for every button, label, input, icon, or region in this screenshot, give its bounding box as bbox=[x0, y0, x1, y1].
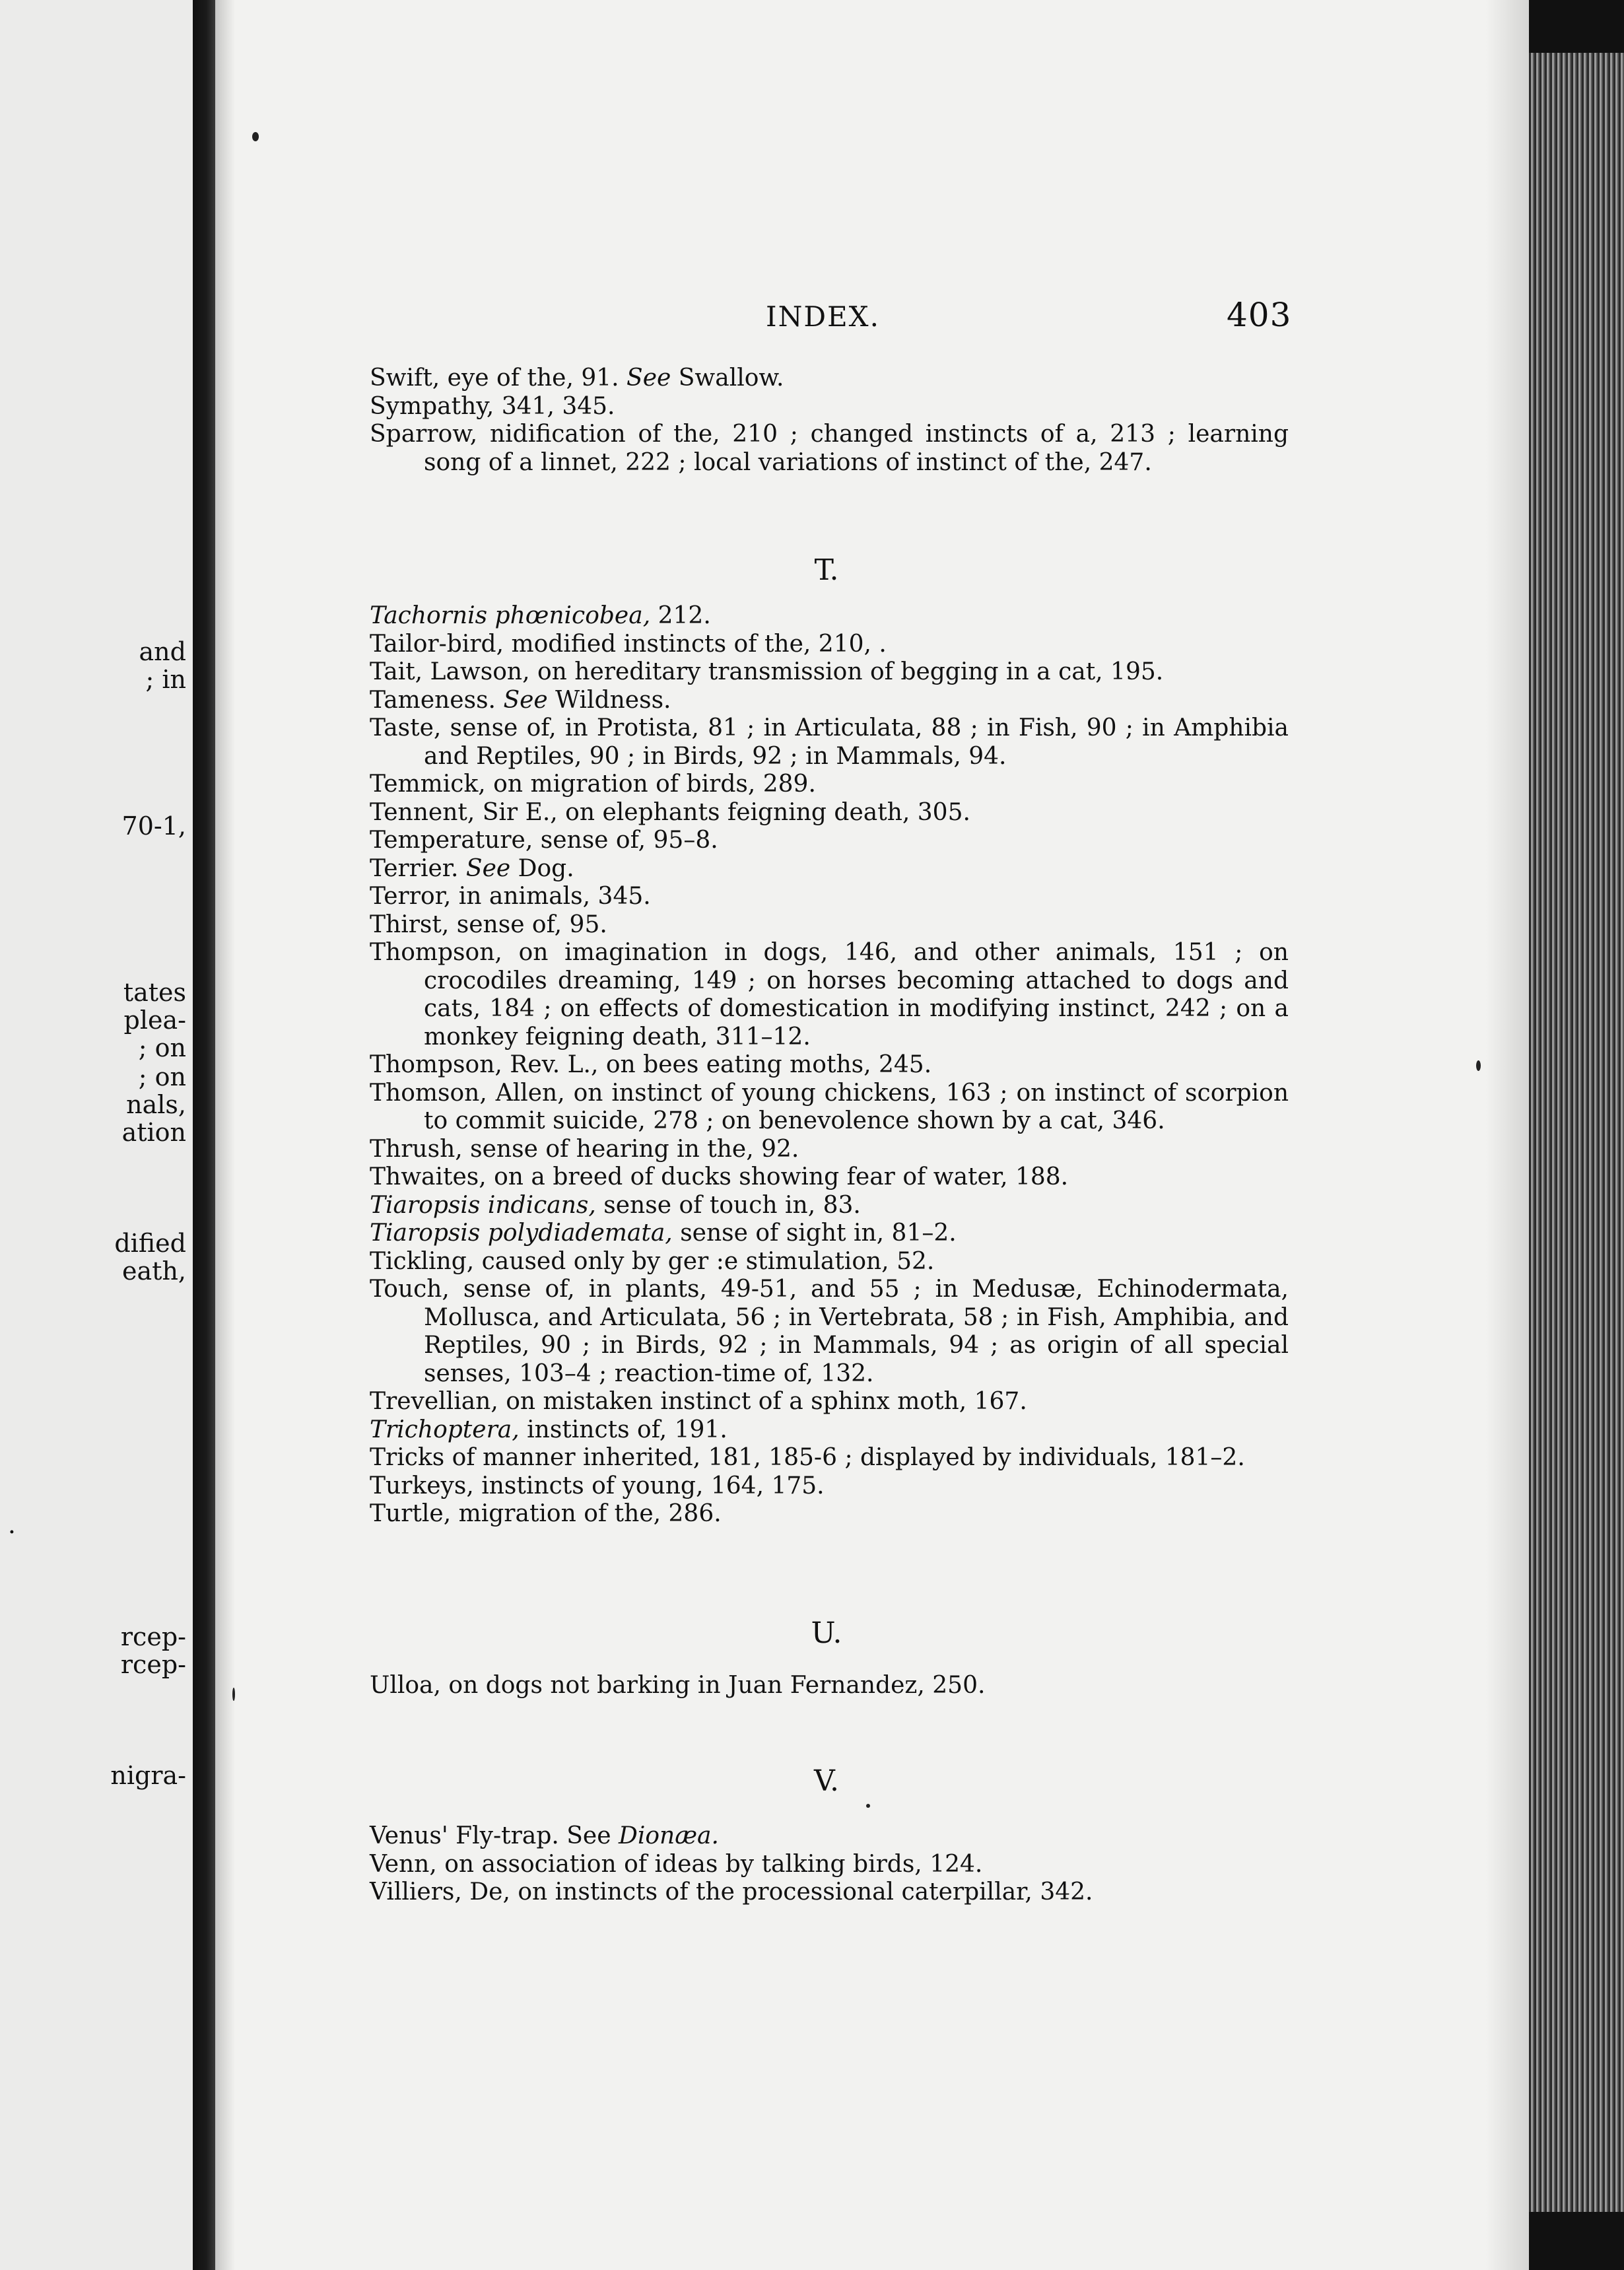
index-entry: Temmick, on migration of birds, 289. bbox=[370, 771, 816, 798]
index-entry: Terror, in animals, 345. bbox=[370, 883, 651, 910]
gutter-shadow bbox=[215, 0, 235, 2270]
book-gutter bbox=[193, 0, 215, 2270]
index-entry: Turkeys, instincts of young, 164, 175. bbox=[370, 1472, 825, 1499]
index-entry: Swift, eye of the, 91. See Swallow. bbox=[370, 364, 784, 392]
running-head-title: INDEX. bbox=[766, 300, 880, 333]
prev-page-fragment: rcep- bbox=[120, 1650, 186, 1679]
index-entry: Thwaites, on a breed of ducks showing fear of water, 188. bbox=[370, 1163, 1069, 1190]
prev-page-fragment: ; in bbox=[145, 665, 186, 694]
page-stack-edges bbox=[1529, 0, 1624, 2270]
index-section-s-continued bbox=[370, 364, 1289, 477]
paper-speck bbox=[232, 1688, 235, 1701]
index-entry: Thrush, sense of hearing in the, 92. bbox=[370, 1135, 799, 1163]
prev-page-fragment: and bbox=[139, 637, 186, 666]
prev-page-fragment: ; on bbox=[138, 1062, 186, 1091]
section-letter-v: V. bbox=[813, 1764, 840, 1798]
paper-speck bbox=[1476, 1060, 1481, 1071]
section-letter-u: U. bbox=[811, 1616, 842, 1650]
index-entry: Venn, on association of ideas by talking birds, 124. bbox=[370, 1850, 983, 1878]
index-entry: Trichoptera, instincts of, 191. bbox=[370, 1416, 727, 1443]
prev-page-fragment: eath, bbox=[122, 1256, 186, 1286]
prev-page-fragment: ation bbox=[121, 1118, 186, 1147]
paper-speck bbox=[252, 132, 259, 141]
previous-page-edge bbox=[0, 0, 193, 2270]
index-entry: Terrier. See Dog. bbox=[370, 854, 574, 882]
index-entry: Villiers, De, on instincts of the processional caterpillar, 342. bbox=[370, 1878, 1093, 1906]
index-entry: Trevellian, on mistaken instinct of a sphinx moth, 167. bbox=[370, 1388, 1027, 1415]
index-entry: Temperature, sense of, 95–8. bbox=[370, 827, 718, 854]
index-entry: Tiaropsis polydiademata, sense of sight in, 81–2. bbox=[370, 1220, 957, 1247]
index-entry: Turtle, migration of the, 286. bbox=[370, 1500, 722, 1527]
index-entry: Touch, sense of, in plants, 49-51, and 55 ; in Medusæ, Echinodermata, Mollusca, and Articulata, 56 ; in Vertebrata, 58 ; in Fish, Amphibia, and Reptiles, 90 ; in Birds, 92 ; in Mammals, 94 ; as origin of all special senses, 103–4 ; reaction-time of, 132. bbox=[370, 1276, 1289, 1387]
prev-page-fragment: tates bbox=[123, 978, 186, 1007]
index-entry: Thomson, Allen, on instinct of young chickens, 163 ; on instinct of scorpion to commit suicide, 278 ; on benevolence shown by a cat, 346. bbox=[370, 1079, 1289, 1134]
index-section-v bbox=[370, 1822, 1289, 1907]
prev-page-fragment: rcep- bbox=[120, 1622, 186, 1651]
index-entry: Tait, Lawson, on hereditary transmission of begging in a cat, 195. bbox=[370, 658, 1164, 685]
index-entry: Sparrow, nidification of the, 210 ; changed instincts of a, 213 ; learning song of a linnet, 222 ; local variations of instinct of the, 247. bbox=[370, 421, 1289, 476]
prev-page-fragment: nigra- bbox=[110, 1761, 186, 1790]
section-letter-t: T. bbox=[814, 553, 839, 587]
index-section-t bbox=[370, 602, 1289, 1529]
index-entry: Sympathy, 341, 345. bbox=[370, 392, 615, 420]
index-entry: Venus' Fly-trap. See Dionæa. bbox=[370, 1822, 719, 1849]
index-entry: Tiaropsis indicans, sense of touch in, 83. bbox=[370, 1191, 861, 1219]
index-entry: Tickling, caused only by ger :e stimulation, 52. bbox=[370, 1247, 935, 1275]
index-entry: Tameness. See Wildness. bbox=[370, 686, 671, 714]
page-stack-top bbox=[1529, 0, 1624, 53]
prev-page-fragment: dified bbox=[114, 1229, 186, 1258]
index-entry: Tennent, Sir E., on elephants feigning death, 305. bbox=[370, 798, 970, 826]
page-number: 403 bbox=[1227, 296, 1292, 334]
paper-speck bbox=[866, 1804, 870, 1808]
index-entry: Ulloa, on dogs not barking in Juan Fernandez, 250. bbox=[370, 1672, 986, 1699]
index-entry: Tachornis phœnicobea, 212. bbox=[370, 602, 711, 629]
index-entry: Thompson, on imagination in dogs, 146, and other animals, 151 ; on crocodiles dreaming, 149 ; on horses becoming attached to dogs and cats, 184 ; on effects of domestication in modifying instinct, 242 ; on a monkey feigning death, 311–12. bbox=[370, 939, 1289, 1050]
prev-page-fragment: . bbox=[7, 1510, 16, 1539]
index-entry: Thirst, sense of, 95. bbox=[370, 911, 607, 938]
prev-page-fragment: 70-1, bbox=[121, 811, 186, 841]
index-entry: Thompson, Rev. L., on bees eating moths, 245. bbox=[370, 1051, 932, 1078]
prev-page-fragment: nals, bbox=[126, 1090, 186, 1119]
index-entry: Tricks of manner inherited, 181, 185-6 ; displayed by individuals, 181–2. bbox=[370, 1444, 1245, 1471]
prev-page-fragment: ; on bbox=[138, 1033, 186, 1062]
page-edge-shade bbox=[1485, 0, 1529, 2270]
page-stack-bottom bbox=[1529, 2212, 1624, 2270]
index-entry: Taste, sense of, in Protista, 81 ; in Articulata, 88 ; in Fish, 90 ; in Amphibia and Reptiles, 90 ; in Birds, 92 ; in Mammals, 94. bbox=[370, 714, 1289, 770]
index-section-u bbox=[370, 1672, 1289, 1700]
index-entry: Tailor-bird, modified instincts of the, 210, . bbox=[370, 630, 887, 658]
prev-page-fragment: plea- bbox=[123, 1006, 186, 1035]
